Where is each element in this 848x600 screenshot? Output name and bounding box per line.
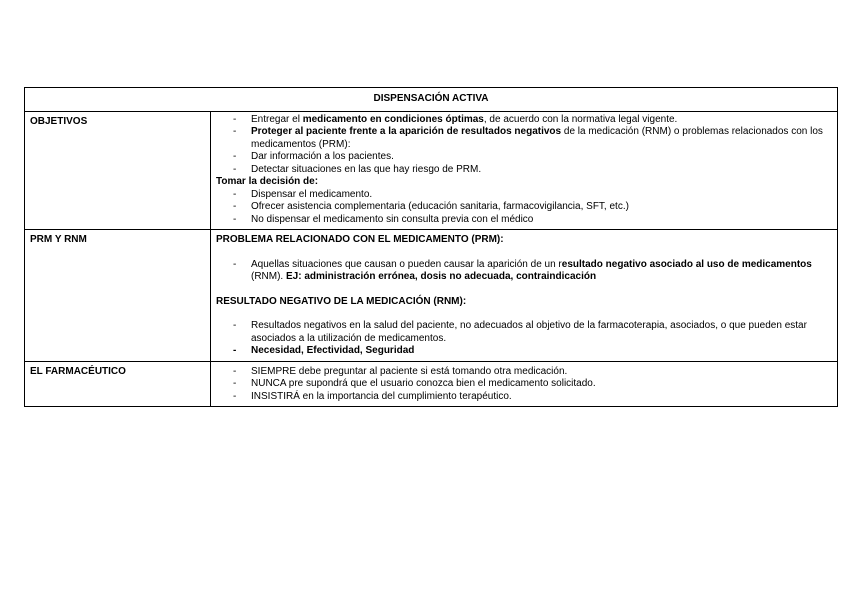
item-bold-text: EJ: administración errónea, dosis no adecuada, contraindicación <box>286 271 597 282</box>
dispensacion-table <box>24 87 838 407</box>
list-item: - Ofrecer asistencia complementaria (educación sanitaria, farmacovigilancia, SFT, etc.) <box>251 201 832 214</box>
table-title: DISPENSACIÓN ACTIVA <box>25 88 838 112</box>
farmaceutico-list <box>216 366 832 404</box>
decision-heading: Tomar la decisión de: <box>216 176 319 187</box>
item-bold-text: Proteger al paciente frente a la aparición de resultados negativos <box>251 126 562 137</box>
farmaceutico-label: EL FARMACÉUTICO <box>25 361 211 407</box>
objetivos-content <box>211 111 838 230</box>
objetivos-list <box>216 114 832 177</box>
item-text: , de acuerdo con la normativa legal vigente. <box>483 113 678 125</box>
item-text: de la medicación (RNM) o problemas relacionados con los medicamentos (PRM): <box>251 126 823 150</box>
prm-rnm-row <box>25 230 838 362</box>
prm-list <box>216 259 832 284</box>
rnm-list <box>216 320 832 358</box>
list-item <box>251 114 832 127</box>
list-item: - INSISTIRÁ en la importancia del cumplimiento terapéutico. <box>251 391 832 404</box>
decision-list <box>216 189 832 227</box>
list-item <box>251 151 832 164</box>
item-text: Dar información a los pacientes. <box>251 151 394 162</box>
list-item <box>251 126 832 151</box>
list-item: - Resultados negativos en la salud del paciente, no adecuados al objetivo de la farmacoterapia, asociados, o que pueden estar asociados a la utilización de medicamentos. <box>251 320 832 345</box>
item-text: Detectar situaciones en las que hay riesgo de PRM. <box>251 163 482 175</box>
item-text: (RNM). <box>251 271 286 282</box>
list-item <box>251 259 832 284</box>
objetivos-label: OBJETIVOS <box>25 111 211 230</box>
list-item: - Necesidad, Efectividad, Seguridad <box>251 345 832 358</box>
list-item: - No dispensar el medicamento sin consulta previa con el médico <box>251 214 832 227</box>
farmaceutico-content <box>211 361 838 407</box>
objetivos-row <box>25 111 838 230</box>
prm-rnm-content <box>211 230 838 362</box>
list-item <box>251 164 832 177</box>
farmaceutico-row <box>25 361 838 407</box>
item-text: Aquellas situaciones que causan o pueden causar la aparición de un r <box>251 258 562 270</box>
list-item: - SIEMPRE debe preguntar al paciente si está tomando otra medicación. <box>251 366 832 379</box>
title-row <box>25 88 838 112</box>
list-item: - NUNCA pre supondrá que el usuario conozca bien el medicamento solicitado. <box>251 378 832 391</box>
list-item: - Dispensar el medicamento. <box>251 189 832 202</box>
prm-heading: PROBLEMA RELACIONADO CON EL MEDICAMENTO (PRM): <box>216 234 504 245</box>
item-bold-text: medicamento en condiciones óptimas <box>302 113 484 125</box>
item-bold-text: esultado negativo asociado al uso de medicamentos <box>561 258 812 270</box>
item-text: Entregar el <box>251 113 303 125</box>
prm-rnm-label: PRM Y RNM <box>25 230 211 362</box>
rnm-heading: RESULTADO NEGATIVO DE LA MEDICACIÓN (RNM): <box>216 295 467 307</box>
